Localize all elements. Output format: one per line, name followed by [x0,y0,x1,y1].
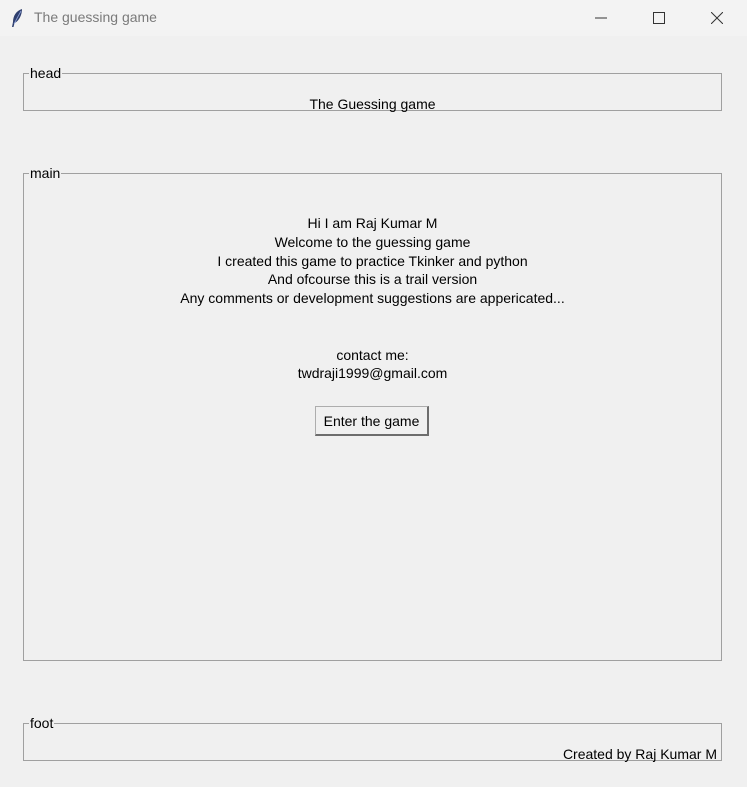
minimize-button[interactable] [572,0,630,36]
welcome-line: And ofcourse this is a trail version [267,271,478,288]
feather-icon [10,8,24,28]
welcome-message [24,214,721,383]
head-title-label: The Guessing game [309,96,436,112]
welcome-line: Welcome to the guessing game [274,233,471,250]
contact-email: twdraji1999@gmail.com [297,365,448,382]
title-bar[interactable] [0,0,747,36]
welcome-line: Hi I am Raj Kumar M [307,215,438,231]
foot-frame [23,716,722,761]
head-frame [23,66,722,111]
foot-frame-legend: foot [30,715,54,731]
contact-label: contact me: [336,346,409,363]
enter-game-button[interactable]: Enter the game [315,406,429,436]
window-title: The guessing game [34,9,157,25]
main-frame-legend: main [30,165,61,181]
head-frame-legend: head [30,65,62,81]
maximize-button[interactable] [630,0,688,36]
welcome-line: Any comments or development suggestions are appericated... [180,290,565,307]
close-button[interactable] [688,0,746,36]
welcome-line: I created this game to practice Tkinker and python [217,252,528,269]
spacer [24,308,721,346]
main-frame [23,166,722,661]
credits-label: Created by Raj Kumar M [562,746,717,762]
